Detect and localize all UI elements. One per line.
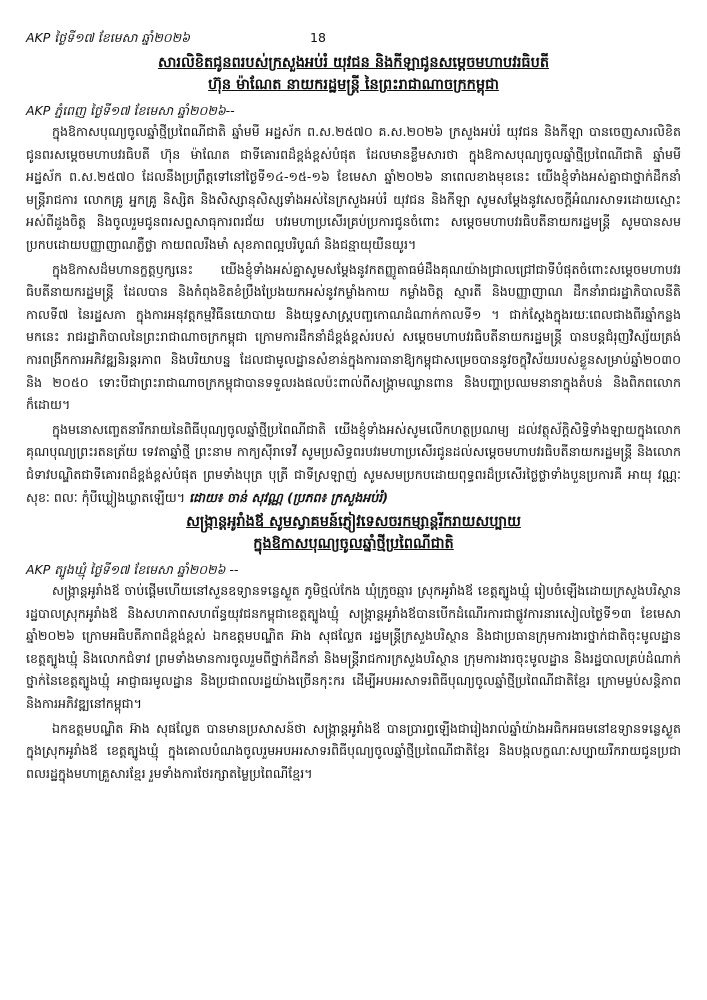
article-dateline: AKP ភ្នំពេញ ថ្ងៃទី១៧ ខែមេសា ឆ្នាំ២០២៦-- [26,103,235,118]
article-paragraph-1: ក្នុងឱកាសបុណ្យចូលឆ្នាំថ្មីប្រពៃណីជាតិ ឆ្នាំមមី អដ្ឋស័ក ព.ស.២៥៧០ គ.ស.២០២៦ ក្រសួងអប់រំ យុវជន និងកីឡា បានចេញសារលិខិតជូនពរសម្តេចមហាបវរធិបតី ហ៊ុន ម៉ាណែត ជាទីគោរពដ៏ខ្ពង់ខ្ពស់បំផុត ដែលមានខ្លឹមសារថា ក្នុងឱកាសបុណ្យចូលឆ្នាំថ្មីប្រពៃណីជាតិ ឆ្នាំមមី អដ្ឋស័ក ព.ស.២៥៧០ ដែលនឹងប្រព្រឹត្តទៅនៅថ្ងៃទី១៤-១៥-១៦ ខែមេសា ឆ្នាំ២០២៦ នាពេលខាងមុខនេះ យើងខ្ញុំទាំងអស់គ្នាជាថ្នាក់ដឹកនាំ មន្ត្រីរាជការ លោកគ្រូ អ្នកគ្រូ និស្សិត និងសិស្សានុសិស្សទាំងអស់នៃក្រសួងអប់រំ យុវជន និងកីឡា សូមសម្តែងនូវសេចក្តីអំណរសាទរដោយស្មោះអស់ពីដួងចិត្ត និងចូលរួមជូនពរសព្ទសាធុការពរជ័យ បវរមហាប្រសើរគ្រប់ប្រការជូនចំពោះ សម្តេចមហាបវរធិបតីនាយករដ្ឋមន្ត្រី សូមបានសមប្រកបដោយបញ្ញាញាណភ្លឺថ្លា កាយពលរឹងមាំ សុខភាពល្អបរិបូណ៌ និងជន្មាយុយឺនយូរ។ [26,124,681,252]
article-songkran-oraing-ov [26,511,681,785]
article-paragraph-2: ក្នុងឱកាសដ៏មហានក្ខត្តឫក្សនេះ យើងខ្ញុំទាំងអស់គ្នាសូមសម្តែងនូវកតញ្ញូតាធម៌ដឹងគុណយ៉ាងជ្រាលជ្រៅជាទីបំផុតចំពោះសម្តេចមហាបវរធិបតីនាយករដ្ឋមន្ត្រី ដែលបាន និងកំពុងខិតខំប្រឹងប្រែងយកអស់នូវកម្លាំងកាយ កម្លាំងចិត្ត ស្មារតី និងបញ្ញាញាណ ដឹកនាំរាជរដ្ឋាភិបាលនីតិកាលទី៧ នៃរដ្ឋសភា ក្នុងការអនុវត្តកម្មវិធីនយោបាយ និងយុទ្ធសាស្ត្របញ្ចកោណដំណាក់កាលទី១ ។ ជាក់ស្តែងក្នុងរយៈពេលជាងពីរឆ្នាំកន្លងមកនេះ រាជរដ្ឋាភិបាលនៃព្រះរាជាណាចក្រកម្ពុជា ក្រោមការដឹកនាំដ៏ខ្ពង់ខ្ពស់របស់ សម្តេចមហាបវរធិបតីនាយករដ្ឋមន្ត្រី បានបន្តជំរុញវិស្ស័យត្រង់ការពង្រីកការអភិវឌ្ឍនិរន្តរភាព និងបរិយាបន្ន ដែលជាមូលដ្ឋានសំខាន់ក្នុងការធានាឱ្យកម្ពុជាសម្រេចបាននូវចក្ខុវិស័យរបស់ខ្លួនសម្រាប់ឆ្នាំ២០៣០ និង ២០៥០ ទោះបីជាព្រះរាជាណាចក្រកម្ពុជាបានទទួលរងផលប៉ះពាល់ពីសង្គ្រាមឈ្លានពាន និងបញ្ហាប្រឈមនានាក្នុងតំបន់ និងពិភពលោកក៏ដោយ។ [26,261,681,413]
article-paragraph-3 [26,419,681,509]
article-title-line-1: សារលិខិតជូនពរបស់ក្រសួងអប់រំ យុវជន និងកីឡាជូនសម្តេចមហាបវរធិបតី [157,55,550,71]
article-title-line-1: សង្រ្កាន្តអូរាំងឪ សូមស្វាគមន៍ភ្ញៀវទេសចរកម្សាន្តរីករាយសប្បាយ [186,514,521,531]
article-dateline: AKP ត្បូងឃ្មុំ ថ្ងៃទី១៧ ខែមេសា ឆ្នាំ២០២៦ -- [26,562,239,578]
running-header [26,30,681,52]
page-number: 18 [310,30,326,45]
article-paragraph-1: សង្រ្កាន្តអូរាំងឪ ចាប់ផ្តើមហើយនៅសួនឧទ្យានទន្លេស្ងួត ភូមិថ្មល់កែង ឃុំក្រូចឆ្មារ ស្រុកអូរាំងឪ ខេត្តត្បូងឃ្មុំ រៀបចំឡើងដោយក្រសួងបរិស្ថាន រដ្ឋបាលស្រុកអូរាំងឪ និងសហភាពសហព័ន្ធយុវជនកម្ពុជាខេត្តត្បូងឃ្មុំ សង្រ្កាន្តអូរាំងឪបានបើកដំណើរការជាផ្លូវការនារសៀលថ្ងៃទី១៣ ខែមេសា ឆ្នាំ២០២៦ ក្រោមអធិបតីភាពដ៏ខ្ពង់ខ្ពស់ ឯកឧត្តមបណ្ឌិត អ៊ាង សុផល្លែត រដ្ឋមន្ត្រីក្រសួងបរិស្ថាន និងជាប្រធានក្រុមការងារថ្នាក់ជាតិចុះមូលដ្ឋានខេត្តត្បូងឃ្មុំ និងលោកជំទាវ ព្រមទាំងមានការចូលរួមពីថ្នាក់ដឹកនាំ និងមន្ត្រីរាជការក្រសួងបរិស្ថាន ក្រុមការងារចុះមូលដ្ឋាន និងរដ្ឋបាលគ្រប់ដំណាក់ថ្នាក់នៃខេត្តត្បូងឃ្មុំ អាជ្ញាធរមូលដ្ឋាន និងប្រជាពលរដ្ឋយ៉ាងច្រើនកុះករ ដើម្បីអបអរសាទរពិធីបុណ្យចូលឆ្នាំថ្មីប្រពៃណីជាតិខ្មែរ ក្រោមម្លប់សន្តិភាព និងការអភិវឌ្ឍនៅកម្ពុជា។ [26,583,681,712]
article-ministry-greeting [26,52,681,509]
article-byline: ដោយ៖ ចាន់ សុវណ្ណ (ប្រភព៖ ក្រសួងអប់រំ) [189,489,388,505]
article-paragraph-2: ឯកឧត្តមបណ្ឌិត អ៊ាង សុផល្លែត បានមានប្រសាសន៍ថា សង្រ្កាន្តអូរាំងឪ បានប្រារព្ធឡើងជារៀងរាល់ឆ្នាំយ៉ាងអធិកអធមនៅឧទ្យានទន្លេស្ងួត ក្នុងស្រុកអូរាំងឪ ខេត្តត្បូងឃ្មុំ ក្នុងគោលបំណងចូលរួមអបអរសាទរពិធីបុណ្យចូលឆ្នាំថ្មីប្រពៃណីជាតិខ្មែរ និងបង្កលក្ខណៈសប្បាយរីករាយជូនប្រជាពលរដ្ឋក្នុងមហាគ្រួសារខ្មែរ រួមទាំងការថែរក្សាតម្លៃប្រពៃណីខ្មែរ។ [26,720,681,781]
article-title-line-2: ហ៊ុន ម៉ាណែត នាយករដ្ឋមន្ត្រី នៃព្រះរាជាណាចក្រកម្ពុជា [208,77,499,93]
running-head-text: AKP ថ្ងៃទី១៧ ខែមេសា ឆ្នាំ២០២៦ [26,30,190,45]
article-title-line-2: ក្នុងឱកាសបុណ្យចូលឆ្នាំថ្មីប្រពៃណីជាតិ [253,536,454,553]
article-paragraph-3-text: ក្នុងមនោសញ្ចេតនារីករាយនៃពិធីបុណ្យចូលឆ្នាំថ្មីប្រពៃណីជាតិ យើងខ្ញុំទាំងអស់សូមលើកហត្ថប្រណម្យ ដល់វត្ថុស័ក្តិសិទ្ធិទាំងឡាយក្នុងលោក គុណបុណ្យព្រះរតនត្រ័យ ទេវតាឆ្នាំថ្មី ព្រះនាម កាក្យស៊ីរាទេវី សូមប្រសិទ្ធពរបវរមហាប្រសើរជូនដល់សម្តេចមហាបវរធិបតីនាយករដ្ឋមន្ត្រី និងលោកជំទាវបណ្ឌិតជាទីគោរពដ៏ខ្ពង់ខ្ពស់បំផុត ព្រមទាំងបុត្រ បុត្រី ជាទីស្រឡាញ់ សូមសមប្រកបដោយពុទ្ធពរដ៏ប្រសើរថ្លៃថ្លាទាំងបួនប្រការគឺ អាយុ វណ្ណៈ សុខៈ ពលៈ កុំបីឃ្លៀងឃ្លាតឡើយ។ [26,421,681,505]
